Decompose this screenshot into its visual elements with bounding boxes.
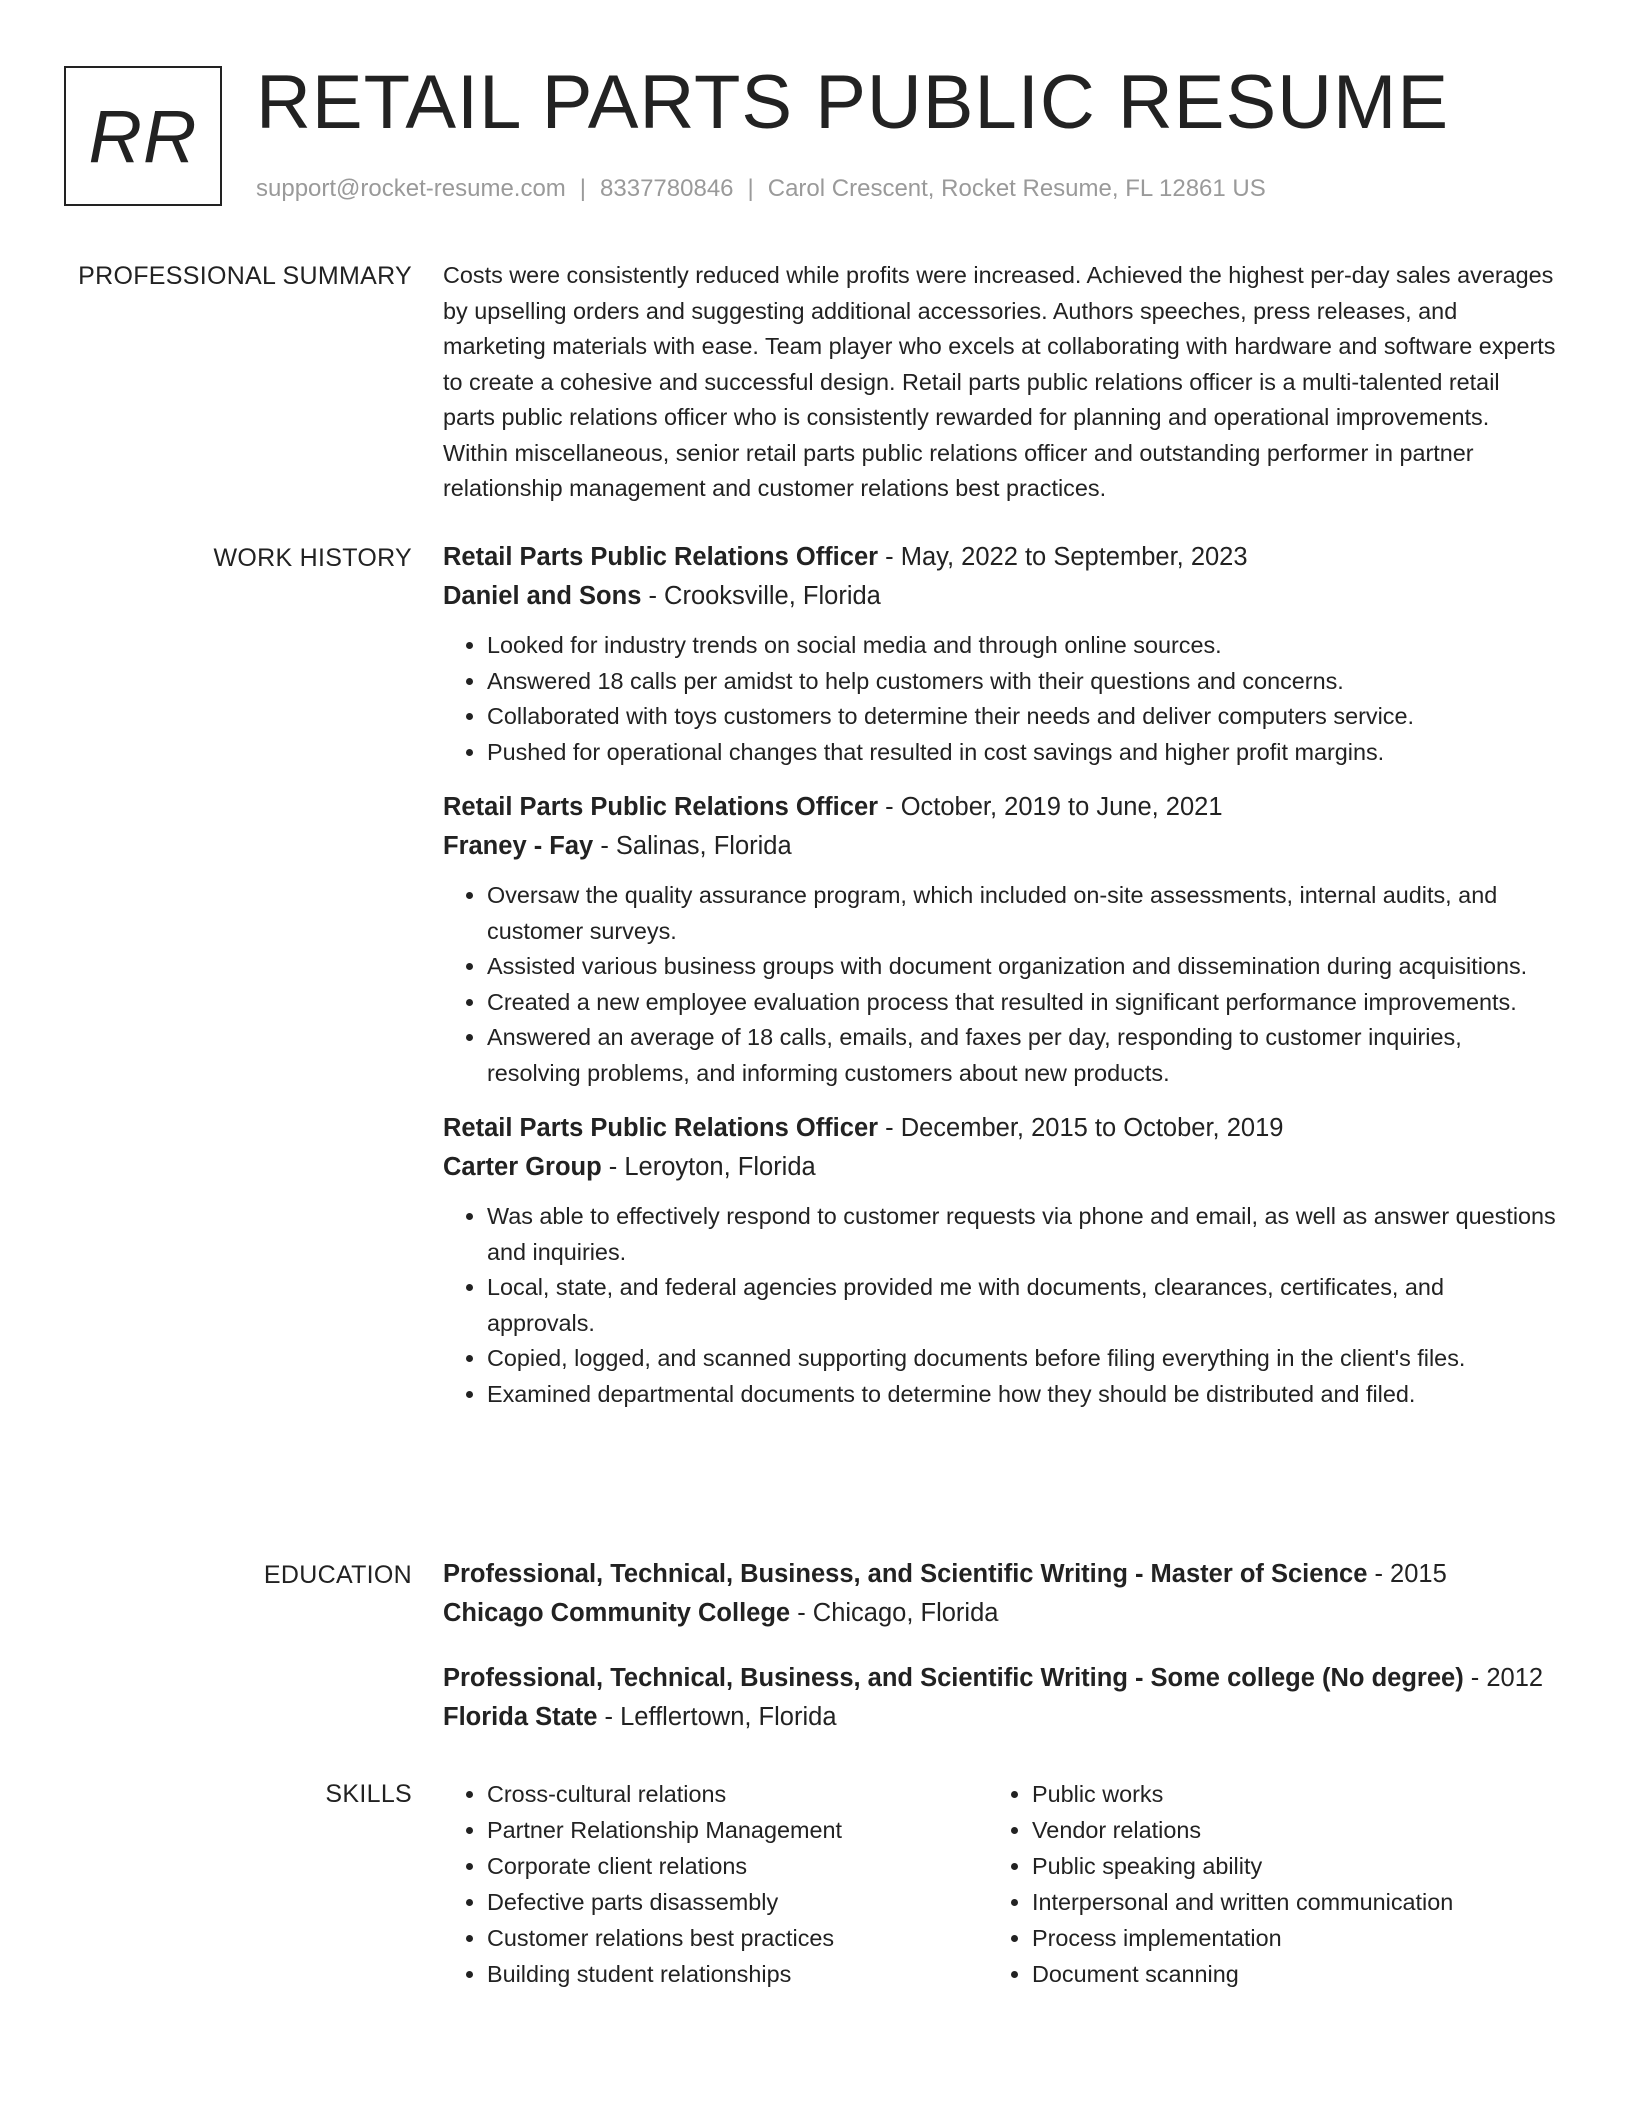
monogram-initials: RR (88, 94, 198, 178)
contact-separator: | (747, 175, 754, 202)
job-company: Franey - Fay (443, 832, 594, 860)
job-title-line (443, 1109, 1558, 1148)
job-bullet: • Copied, logged, and scanned supporting documents before filing everything in the client's files. (487, 1341, 1558, 1377)
contact-line (256, 172, 1266, 206)
education-list (443, 1555, 1558, 1763)
job-bullet: • Collaborated with toys customers to determine their needs and deliver computers service. (487, 699, 1558, 735)
job-bullet: • Created a new employee evaluation process that resulted in significant performance improvements. (487, 985, 1558, 1021)
job-dates: - October, 2019 to June, 2021 (878, 793, 1223, 821)
skills-column-left (443, 1776, 988, 1992)
job-title: Retail Parts Public Relations Officer (443, 1114, 879, 1142)
job-bullet: • Looked for industry trends on social media and through online sources. (487, 628, 1558, 664)
job-location: - Salinas, Florida (593, 832, 792, 860)
jobs-list (443, 538, 1558, 1430)
skills-list-left (443, 1776, 988, 1992)
job-company: Carter Group (443, 1153, 602, 1181)
education-degree-line (443, 1659, 1558, 1698)
contact-separator: | (579, 175, 587, 202)
education-degree: Professional, Technical, Business, and Scientific Writing - Some college (No degree) (443, 1664, 1464, 1692)
job-bullets (443, 1199, 1558, 1412)
education-entry (443, 1659, 1558, 1737)
skill-item: • Interpersonal and written communication (1032, 1884, 1533, 1920)
education-year: - 2012 (1463, 1664, 1544, 1692)
monogram-logo (64, 66, 222, 206)
education-year: - 2015 (1367, 1560, 1447, 1588)
job-entry (443, 788, 1558, 1091)
job-bullet: • Answered 18 calls per amidst to help customers with their questions and concerns. (487, 664, 1558, 700)
job-bullets (443, 628, 1558, 770)
work-history-heading: WORK HISTORY (213, 544, 412, 572)
job-dates: - December, 2015 to October, 2019 (878, 1114, 1284, 1142)
education-location: - Lefflertown, Florida (597, 1703, 837, 1731)
summary-text: Costs were consistently reduced while profits were increased. Achieved the highest per-day sales averages by upselling orders and suggesting additional accessories. Authors speeches, press releases, and marketing materials with ease. Team player who excels at collaborating with hardware and software experts to create a cohesive and successful design. Retail parts public relations officer is a multi-talented retail parts public relations officer who is consistently rewarded for planning and operational improvements. Within miscellaneous, senior retail parts public relations officer and outstanding performer in partner relationship management and customer relations best practices. (443, 262, 1556, 501)
education-degree-line (443, 1555, 1558, 1594)
education-school-line (443, 1594, 1558, 1633)
job-bullet: • Oversaw the quality assurance program, which included on-site assessments, internal audits, and customer surveys. (487, 878, 1558, 949)
skill-item: • Process implementation (1032, 1920, 1533, 1956)
education-location: - Chicago, Florida (790, 1599, 999, 1627)
contact-email: support@rocket-resume.com (256, 175, 566, 202)
skill-item: • Building student relationships (487, 1956, 988, 1992)
skill-item: • Corporate client relations (487, 1848, 988, 1884)
skill-item: • Public works (1032, 1776, 1533, 1812)
job-bullet: • Local, state, and federal agencies provided me with documents, clearances, certificates, and approvals. (487, 1270, 1558, 1341)
skill-item: • Partner Relationship Management (487, 1812, 988, 1848)
skill-item: • Vendor relations (1032, 1812, 1533, 1848)
job-bullet: • Answered an average of 18 calls, emails, and faxes per day, responding to customer inquiries, resolving problems, and informing customers about new products. (487, 1020, 1558, 1091)
job-company-line (443, 1148, 1558, 1187)
job-entry (443, 1109, 1558, 1412)
job-bullet: • Was able to effectively respond to customer requests via phone and email, as well as answer questions and inquiries. (487, 1199, 1558, 1270)
skill-item: • Defective parts disassembly (487, 1884, 988, 1920)
job-company-line (443, 827, 1558, 866)
education-school: Chicago Community College (443, 1599, 791, 1627)
job-bullet: • Examined departmental documents to determine how they should be distributed and filed. (487, 1377, 1558, 1413)
skills-list-right (988, 1776, 1533, 1992)
job-location: - Leroyton, Florida (601, 1153, 816, 1181)
job-location: - Crooksville, Florida (641, 582, 881, 610)
job-dates: - May, 2022 to September, 2023 (878, 543, 1248, 571)
job-bullet: • Pushed for operational changes that resulted in cost savings and higher profit margins. (487, 735, 1558, 771)
skill-item: • Customer relations best practices (487, 1920, 988, 1956)
job-title-line (443, 538, 1558, 577)
job-company: Daniel and Sons (443, 582, 642, 610)
contact-phone: 8337780846 (600, 175, 734, 202)
skill-item: • Document scanning (1032, 1956, 1533, 1992)
education-school: Florida State (443, 1703, 598, 1731)
education-heading: EDUCATION (263, 1561, 412, 1589)
contact-address: Carol Crescent, Rocket Resume, FL 12861 US (767, 175, 1266, 202)
education-degree: Professional, Technical, Business, and Scientific Writing - Master of Science (443, 1560, 1368, 1588)
summary-heading: PROFESSIONAL SUMMARY (78, 262, 412, 290)
job-bullets (443, 878, 1558, 1091)
education-school-line (443, 1698, 1558, 1737)
education-entry (443, 1555, 1558, 1633)
skill-item: • Public speaking ability (1032, 1848, 1533, 1884)
job-title: Retail Parts Public Relations Officer (443, 793, 879, 821)
job-title: Retail Parts Public Relations Officer (443, 543, 879, 571)
job-company-line (443, 577, 1558, 616)
job-bullet: • Assisted various business groups with document organization and dissemination during acquisitions. (487, 949, 1558, 985)
resume-title: RETAIL PARTS PUBLIC RESUME (256, 60, 1450, 145)
job-title-line (443, 788, 1558, 827)
job-entry (443, 538, 1558, 770)
skills-heading: SKILLS (325, 1780, 412, 1808)
skills-column-right (988, 1776, 1533, 1992)
skills-columns (443, 1776, 1558, 1992)
skill-item: • Cross-cultural relations (487, 1776, 988, 1812)
